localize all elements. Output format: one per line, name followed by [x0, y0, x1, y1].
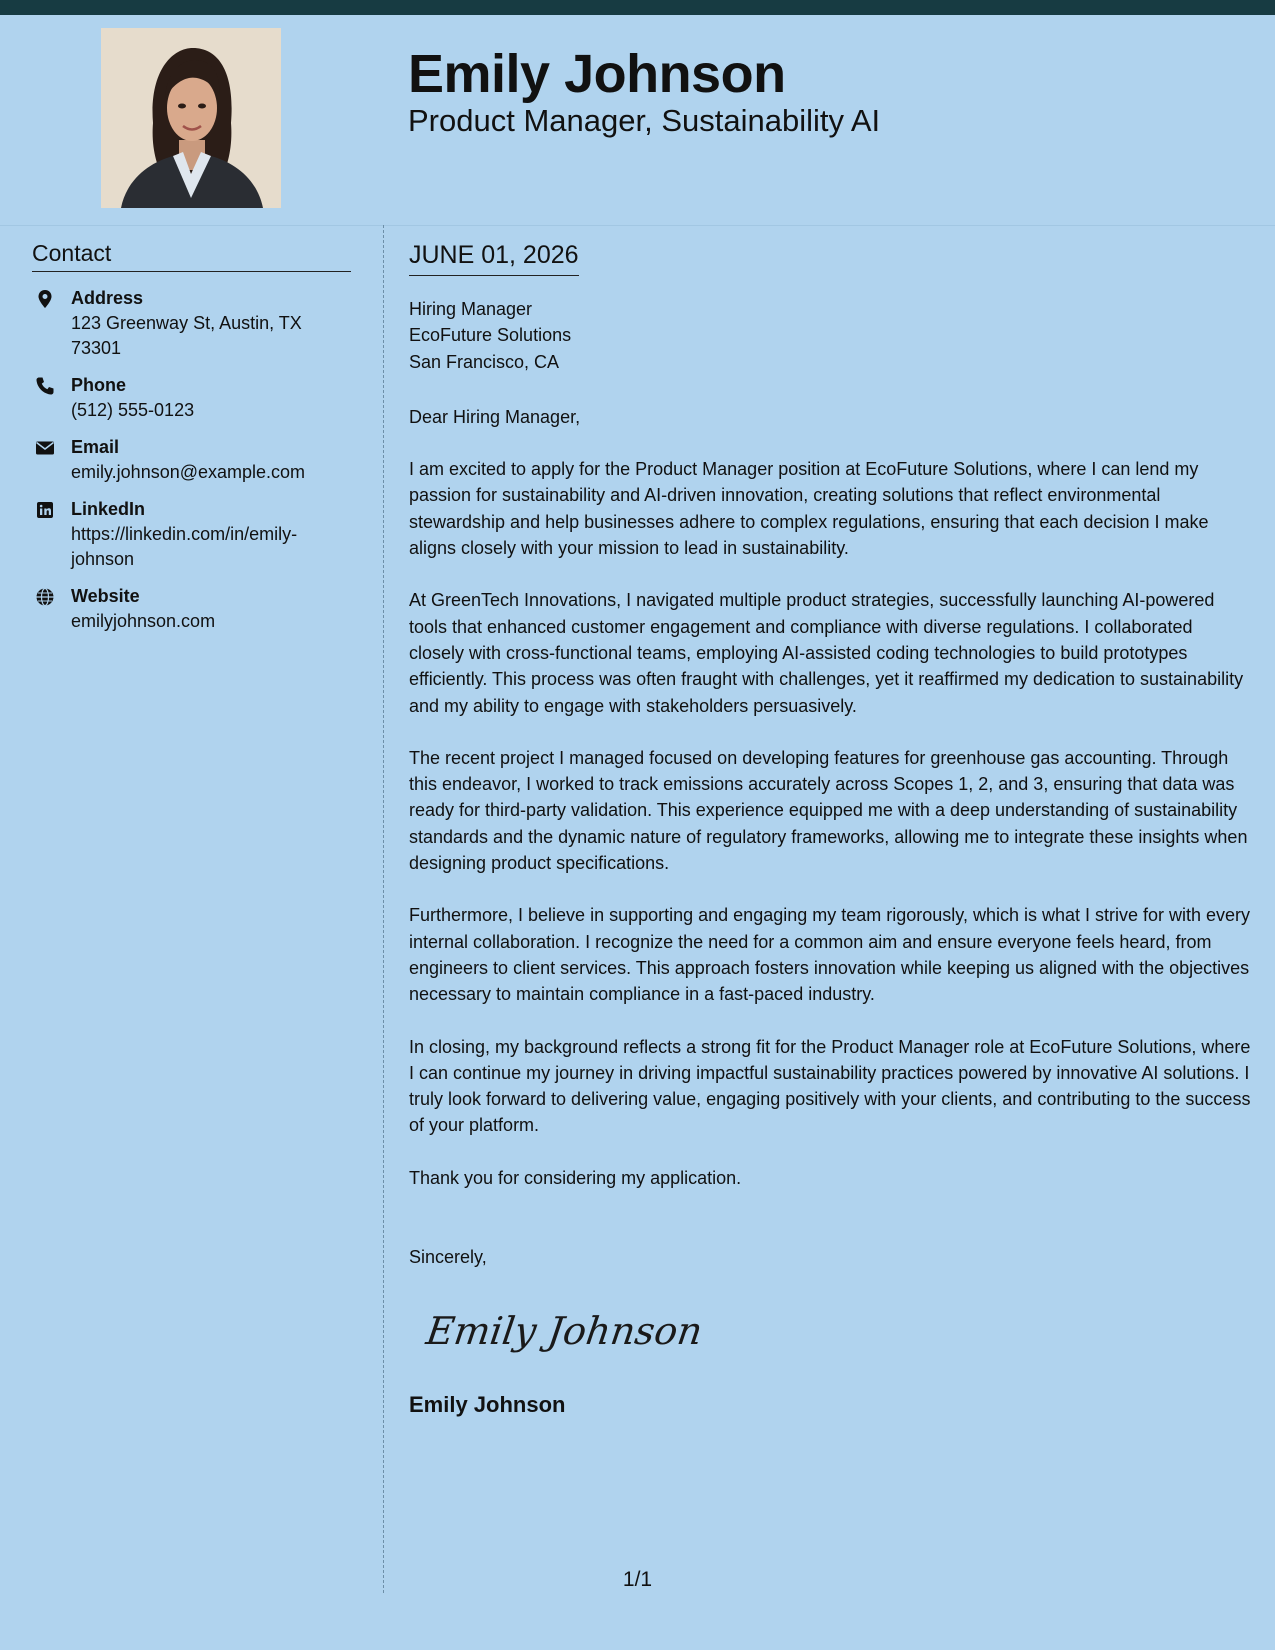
linkedin-label: LinkedIn: [71, 498, 146, 519]
recipient-block: [409, 296, 1251, 375]
header: [0, 15, 1275, 226]
website-value[interactable]: emilyjohnson.com: [71, 610, 216, 631]
contact-linkedin: [32, 497, 351, 572]
letter-body: [409, 240, 1251, 1418]
applicant-name: Emily Johnson: [408, 44, 786, 104]
recipient-company: EcoFuture Solutions: [409, 325, 572, 346]
address-value: 123 Greenway St, Austin, TX 73301: [71, 312, 302, 358]
email-label: Email: [71, 436, 120, 457]
letter-date: JUNE 01, 2026: [409, 240, 579, 276]
email-value[interactable]: emily.johnson@example.com: [71, 461, 306, 482]
address-label: Address: [71, 287, 144, 308]
avatar: [101, 28, 281, 208]
paragraph: In closing, my background reflects a strong fit for the Product Manager role at EcoFuture Solutions, where I can continue my journey in driving impactful sustainability practices powered by innovative AI solutions. I truly look forward to delivering value, engaging positively with your clients, and contributing to the success of your platform.: [409, 1036, 1251, 1136]
portrait-photo: [101, 28, 281, 208]
recipient-name: Hiring Manager: [409, 299, 533, 319]
thanks-line: Thank you for considering my application.: [409, 1167, 742, 1188]
linkedin-value[interactable]: https://linkedin.com/in/emily-johnson: [71, 523, 298, 569]
phone-label: Phone: [71, 374, 127, 395]
paragraph: The recent project I managed focused on developing features for greenhouse gas accounting. Through this endeavor, I worked to track emissions accurately across Scopes 1, 2, and 3, ensuring that data was ready for third-party validation. This experience equipped me with a deep understanding of sustainability standards and the dynamic nature of regulatory frameworks, allowing me to integrate these insights when designing product specifications.: [409, 747, 1248, 874]
top-accent-bar: [0, 0, 1275, 15]
recipient-location: San Francisco, CA: [409, 351, 560, 372]
paragraph: At GreenTech Innovations, I navigated multiple product strategies, successfully launching AI-powered tools that enhanced customer engagement and compliance with diverse regulations. I collaborated closely with cross-functional teams, employing AI-assisted coding technologies to build prototypes efficiently. This process was often fraught with challenges, yet it reaffirmed my dedication to sustainability and my ability to engage with stakeholders persuasively.: [409, 590, 1244, 716]
paragraph: Furthermore, I believe in supporting and engaging my team rigorously, which is what I strive for with every internal collaboration. I recognize the need for a common aim and ensure everyone feels heard, from engineers to client services. This approach fosters innovation while keeping us aligned with the objectives necessary to maintain compliance in a fast-paced industry.: [409, 905, 1251, 1005]
applicant-title: Product Manager, Sustainability AI: [408, 103, 881, 138]
paragraph: I am excited to apply for the Product Manager position at EcoFuture Solutions, where I can lend my passion for sustainability and AI-driven innovation, creating solutions that reflect environmental stewardship and help businesses adhere to complex regulations, ensuring that each decision I make aligns closely with your mission to lead in sustainability.: [409, 459, 1209, 559]
phone-icon: [35, 376, 55, 396]
greeting: Dear Hiring Manager,: [409, 406, 581, 427]
closing: Sincerely,: [409, 1247, 487, 1268]
handwritten-signature: [423, 1300, 706, 1360]
contact-website: [32, 584, 351, 634]
signature-text: Emily Johnson: [423, 1310, 706, 1355]
map-pin-icon: [35, 289, 55, 309]
linkedin-icon: [35, 500, 55, 520]
globe-icon: [35, 587, 55, 607]
column-divider: [383, 225, 384, 1593]
contact-address: [32, 286, 351, 361]
website-label: Website: [71, 585, 140, 606]
phone-value: (512) 555-0123: [71, 399, 195, 420]
signer-name: Emily Johnson: [409, 1391, 566, 1417]
contact-email: [32, 435, 351, 485]
envelope-icon: [35, 438, 55, 458]
contact-sidebar: [32, 240, 351, 634]
contact-heading: Contact: [32, 240, 351, 272]
contact-phone: [32, 373, 351, 423]
page-number: 1/1: [622, 1568, 653, 1591]
